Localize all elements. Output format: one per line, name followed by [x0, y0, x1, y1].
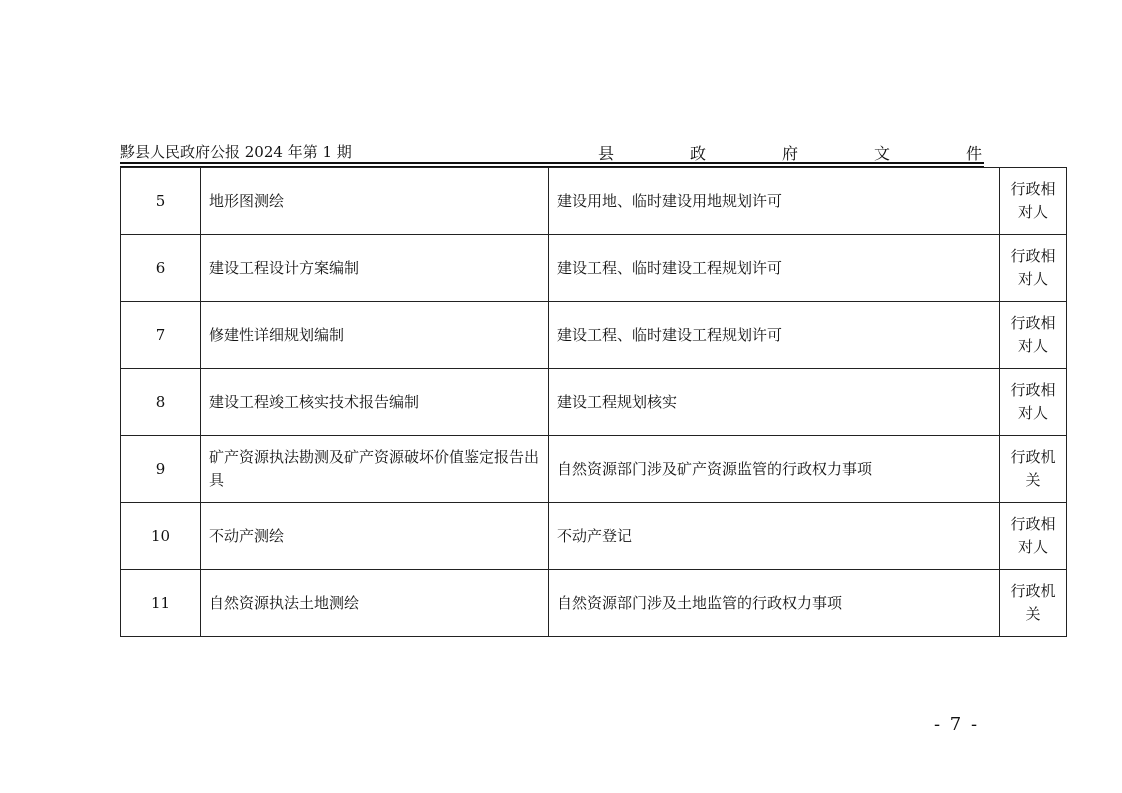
table-row — [121, 168, 1067, 235]
category-char: 政 — [689, 144, 706, 163]
item-scope: 自然资源部门涉及土地监管的行政权力事项 — [549, 570, 1000, 637]
table-row — [121, 436, 1067, 503]
page-number: - 7 - — [934, 714, 980, 735]
table-row — [121, 302, 1067, 369]
row-number: 5 — [121, 168, 201, 235]
row-number: 8 — [121, 369, 201, 436]
item-name: 矿产资源执法勘测及矿产资源破坏价值鉴定报告出具 — [201, 436, 549, 503]
item-target: 行政相对人 — [1000, 235, 1067, 302]
row-number: 10 — [121, 503, 201, 570]
category-char: 文 — [873, 144, 890, 163]
item-name: 建设工程竣工核实技术报告编制 — [201, 369, 549, 436]
row-number: 7 — [121, 302, 201, 369]
item-name: 不动产测绘 — [201, 503, 549, 570]
category-char: 件 — [965, 144, 982, 163]
item-name: 修建性详细规划编制 — [201, 302, 549, 369]
table-row — [121, 503, 1067, 570]
item-target: 行政相对人 — [1000, 369, 1067, 436]
item-scope: 自然资源部门涉及矿产资源监管的行政权力事项 — [549, 436, 1000, 503]
bulletin-title: 黟县人民政府公报 2024 年第 1 期 — [120, 143, 352, 161]
item-name: 地形图测绘 — [201, 168, 549, 235]
service-items-table — [120, 167, 1067, 637]
category-char: 府 — [781, 144, 798, 163]
item-name: 自然资源执法土地测绘 — [201, 570, 549, 637]
item-target: 行政相对人 — [1000, 503, 1067, 570]
header-divider — [120, 162, 984, 164]
category-char: 县 — [598, 144, 615, 163]
page-header — [120, 138, 984, 162]
item-scope: 不动产登记 — [549, 503, 1000, 570]
item-target: 行政机关 — [1000, 570, 1067, 637]
row-number: 11 — [121, 570, 201, 637]
item-target: 行政相对人 — [1000, 302, 1067, 369]
table-row — [121, 369, 1067, 436]
row-number: 9 — [121, 436, 201, 503]
item-scope: 建设工程、临时建设工程规划许可 — [549, 302, 1000, 369]
item-target: 行政机关 — [1000, 436, 1067, 503]
table-row — [121, 570, 1067, 637]
item-scope: 建设工程、临时建设工程规划许可 — [549, 235, 1000, 302]
document-category — [590, 141, 984, 164]
item-scope: 建设工程规划核实 — [549, 369, 1000, 436]
item-name: 建设工程设计方案编制 — [201, 235, 549, 302]
item-scope: 建设用地、临时建设用地规划许可 — [549, 168, 1000, 235]
table-row — [121, 235, 1067, 302]
item-target: 行政相对人 — [1000, 168, 1067, 235]
row-number: 6 — [121, 235, 201, 302]
